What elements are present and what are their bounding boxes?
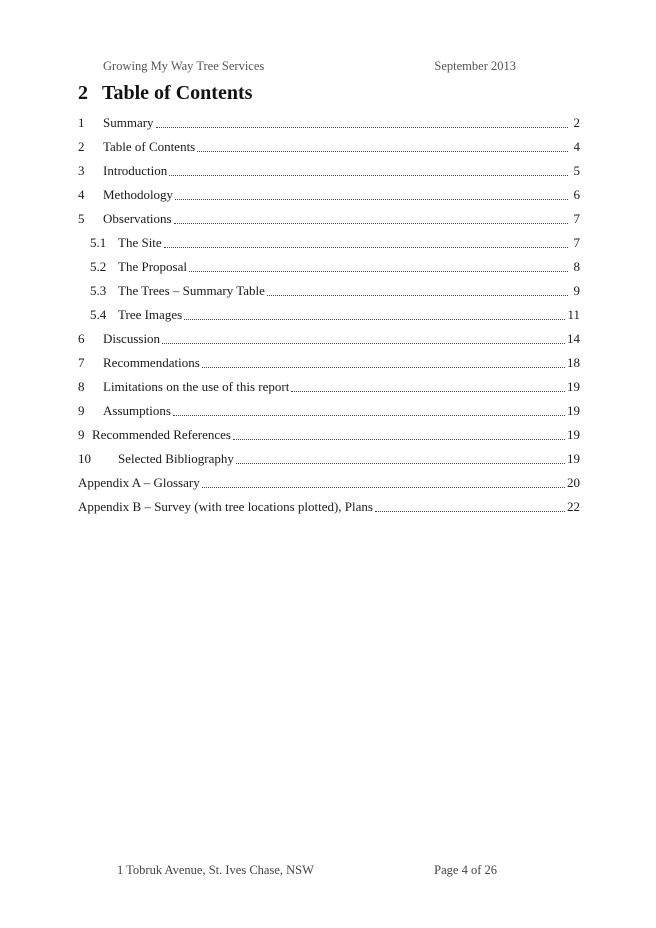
header-date: September 2013 — [434, 59, 516, 73]
toc-entry-title: Methodology — [103, 187, 174, 202]
toc-leader-dots — [236, 462, 565, 464]
toc-entry-page: 6 — [573, 187, 580, 202]
toc-entry-introduction[interactable] — [78, 157, 580, 181]
toc-entry-summary[interactable] — [78, 109, 580, 133]
toc-leader-dots — [173, 414, 565, 416]
toc-entry-title: Summary — [103, 115, 154, 130]
page-header — [103, 59, 516, 77]
toc-entry-page: 19 — [567, 403, 580, 418]
toc-entry-page: 2 — [573, 115, 580, 130]
toc-entry-page: 18 — [567, 355, 580, 370]
toc-entry-methodology[interactable] — [78, 181, 580, 205]
toc-leader-dots — [202, 486, 565, 488]
toc-entry-title: Assumptions — [103, 403, 171, 418]
toc-entry-title: Recommendations — [103, 355, 200, 370]
header-company: Growing My Way Tree Services — [103, 59, 265, 73]
toc-entry-number: 5.2 — [90, 259, 107, 274]
toc-entry-recommendations[interactable] — [78, 349, 580, 373]
section-heading — [78, 82, 252, 105]
toc-entry-discussion[interactable] — [78, 325, 580, 349]
toc-entry-title: Recommended References — [92, 427, 231, 442]
toc-entry-title: Observations — [103, 211, 172, 226]
toc-entry-appendix-a[interactable] — [78, 469, 580, 493]
toc-entry-assumptions[interactable] — [78, 397, 580, 421]
toc-leader-dots — [291, 390, 565, 392]
toc-entry-page: 19 — [567, 379, 580, 394]
toc-entry-number: 5.3 — [90, 283, 107, 298]
toc-entry-number: 9 — [78, 427, 85, 442]
toc-entry-title: Selected Bibliography — [118, 451, 234, 466]
toc-entry-page: 11 — [567, 307, 580, 322]
toc-entry-page: 5 — [573, 163, 580, 178]
table-of-contents — [78, 109, 580, 517]
page-footer — [117, 863, 497, 881]
toc-entry-number: 4 — [78, 187, 85, 202]
toc-leader-dots — [156, 126, 568, 128]
toc-entry-page: 14 — [567, 331, 580, 346]
toc-entry-title: Tree Images — [118, 307, 183, 322]
toc-leader-dots — [189, 270, 568, 272]
toc-leader-dots — [267, 294, 568, 296]
toc-entry-number: 1 — [78, 115, 85, 130]
toc-entry-selected-bibliography[interactable] — [78, 445, 580, 469]
toc-entry-page: 4 — [573, 139, 580, 154]
toc-entry-page: 19 — [567, 427, 580, 442]
toc-leader-dots — [169, 174, 568, 176]
toc-entry-title: The Proposal — [118, 259, 187, 274]
toc-entry-title: Introduction — [103, 163, 168, 178]
toc-entry-number: 8 — [78, 379, 85, 394]
toc-entry-title: Table of Contents — [103, 139, 196, 154]
toc-entry-number: 3 — [78, 163, 85, 178]
toc-entry-table-of-contents[interactable] — [78, 133, 580, 157]
toc-entry-title: Appendix A – Glossary — [78, 475, 200, 490]
toc-leader-dots — [162, 342, 565, 344]
toc-entry-title: Appendix B – Survey (with tree locations plotted), Plans — [78, 499, 373, 514]
section-heading-number: 2 — [78, 82, 88, 104]
toc-entry-page: 8 — [573, 259, 580, 274]
footer-page-number: Page 4 of 26 — [434, 863, 497, 877]
toc-entry-number: 7 — [78, 355, 85, 370]
toc-entry-page: 9 — [573, 283, 580, 298]
toc-entry-number: 9 — [78, 403, 85, 418]
toc-entry-page: 20 — [567, 475, 580, 490]
toc-entry-title: Limitations on the use of this report — [103, 379, 290, 394]
toc-entry-page: 7 — [573, 235, 580, 250]
toc-leader-dots — [175, 198, 568, 200]
toc-entry-recommended-references[interactable] — [78, 421, 580, 445]
toc-entry-number: 2 — [78, 139, 85, 154]
toc-entry-number: 5.1 — [90, 235, 107, 250]
toc-entry-number: 5.4 — [90, 307, 107, 322]
section-heading-title: Table of Contents — [102, 82, 253, 104]
toc-leader-dots — [184, 318, 565, 320]
toc-leader-dots — [164, 246, 568, 248]
toc-leader-dots — [233, 438, 565, 440]
footer-address: 1 Tobruk Avenue, St. Ives Chase, NSW — [117, 863, 314, 877]
toc-entry-number: 6 — [78, 331, 85, 346]
toc-entry-the-site[interactable] — [78, 229, 580, 253]
toc-entry-page: 7 — [573, 211, 580, 226]
toc-entry-title: The Trees – Summary Table — [118, 283, 265, 298]
toc-entry-appendix-b[interactable] — [78, 493, 580, 517]
toc-entry-number: 10 — [78, 451, 91, 466]
toc-leader-dots — [174, 222, 568, 224]
toc-entry-number: 5 — [78, 211, 85, 226]
toc-entry-the-proposal[interactable] — [78, 253, 580, 277]
toc-leader-dots — [202, 366, 565, 368]
toc-entry-tree-images[interactable] — [78, 301, 580, 325]
toc-entry-page: 22 — [567, 499, 580, 514]
toc-entry-title: The Site — [118, 235, 162, 250]
toc-entry-observations[interactable] — [78, 205, 580, 229]
toc-entry-limitations[interactable] — [78, 373, 580, 397]
toc-entry-title: Discussion — [103, 331, 161, 346]
toc-entry-page: 19 — [567, 451, 580, 466]
toc-entry-the-trees-summary-table[interactable] — [78, 277, 580, 301]
toc-leader-dots — [375, 510, 565, 512]
toc-leader-dots — [197, 150, 568, 152]
